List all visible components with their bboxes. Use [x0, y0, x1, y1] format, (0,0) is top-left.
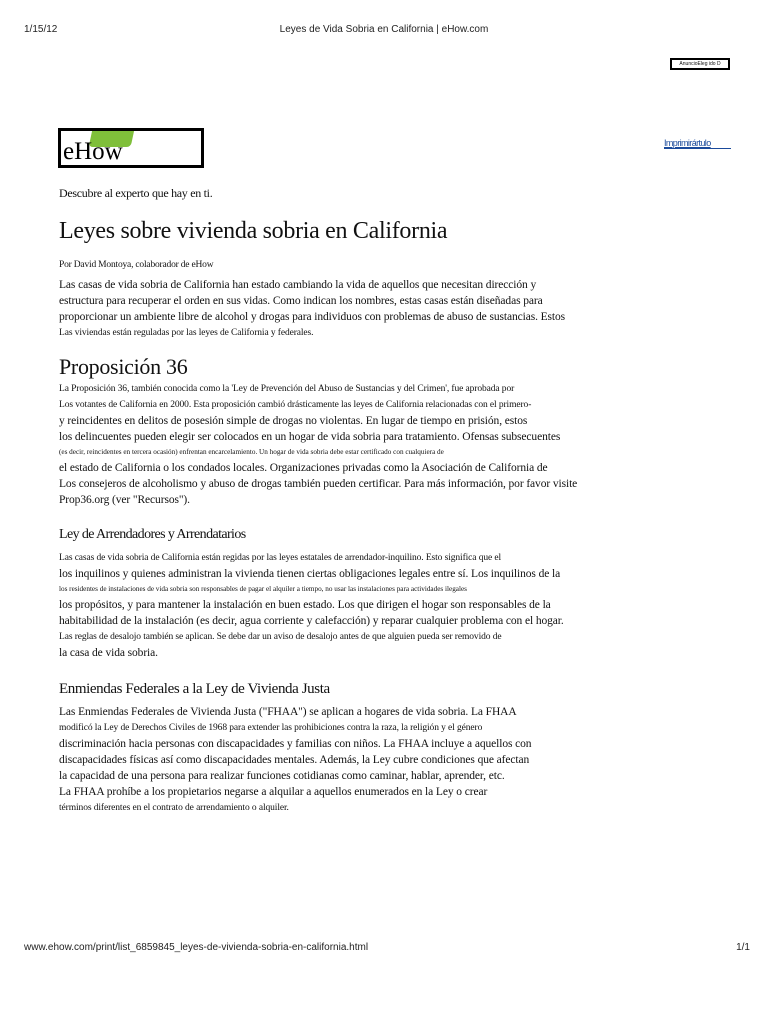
paragraph-line: Las casas de vida sobria de California están regidas por las leyes estatales de arrendador-inquilino. Esto significa que el [59, 553, 502, 563]
section-heading-vivienda-justa: Enmiendas Federales a la Ley de Vivienda Justa [59, 681, 330, 697]
paragraph-line: (es decir, reincidentes en tercera ocasión) enfrentan encarcelamiento. Un hogar de vida sobria debe estar certificado con cualquiera de [59, 448, 444, 456]
intro-paragraph [59, 277, 619, 341]
paragraph-line: la capacidad de una persona para realizar funciones cotidianas como caminar, hablar, aprender, etc. [59, 770, 505, 782]
paragraph-line: La Proposición 36, también conocida como la 'Ley de Prevención del Abuso de Sustancias y del Crimen', fue aprobada por [59, 384, 515, 394]
print-page-title: Leyes de Vida Sobria en California | eHow.com [279, 24, 489, 35]
print-article-link[interactable]: Imprimirártulo [664, 138, 731, 149]
section-heading-proposicion: Proposición 36 [59, 354, 188, 379]
paragraph-line: discriminación hacia personas con discapacidades y familias con niños. La FHAA incluye a aquellos con [59, 738, 532, 750]
paragraph-line: los inquilinos y quienes administran la vivienda tienen ciertas obligaciones legales entre sí. Los inquilinos de la [59, 568, 561, 580]
section-arrendadores-body [59, 550, 619, 661]
paragraph-line: estructura para recuperar el orden en sus vidas. Como indican los nombres, estas casas están diseñadas para [59, 295, 543, 307]
paragraph-line: Las Enmiendas Federales de Vivienda Justa ("FHAA") se aplican a hogares de vida sobria. La FHAA [59, 706, 517, 718]
paragraph-line: proporcionar un ambiente libre de alcohol y drogas para individuos con problemas de abuso de sustancias. Estos [59, 311, 566, 323]
paragraph-line: La FHAA prohíbe a los propietarios negarse a alquilar a aquellos enumerados en la Ley o crear [59, 786, 488, 798]
paragraph-line: discapacidades físicas así como discapacidades mentales. Además, la Ley cubre condiciones que afectan [59, 754, 530, 766]
paragraph-line: términos diferentes en el contrato de arrendamiento o alquiler. [59, 803, 289, 813]
section-vivienda-justa-body [59, 704, 619, 816]
ehow-logo[interactable] [58, 128, 204, 168]
paragraph-line: modificó la Ley de Derechos Civiles de 1968 para extender las prohibiciones contra la raza, la religión y el género [59, 723, 483, 733]
print-footer-url: www.ehow.com/print/list_6859845_leyes-de-vivienda-sobria-en-california.html [24, 942, 369, 953]
paragraph-line: Prop36.org (ver "Recursos"). [59, 494, 190, 506]
section-proposicion-body [59, 381, 619, 508]
paragraph-line: el estado de California o los condados locales. Organizaciones privadas como la Asociación de California de [59, 462, 548, 474]
article-title: Leyes sobre vivienda sobria en California [59, 218, 448, 244]
paragraph-line: los residentes de instalaciones de vida sobria son responsables de pagar el alquiler a tiempo, no usar las instalaciones para actividades ilegales [59, 585, 467, 593]
paragraph-line: la casa de vida sobria. [59, 647, 158, 659]
article-byline: Por David Montoya, colaborador de eHow [59, 260, 214, 270]
ad-choices-label: AnuncioEleg ido D [679, 61, 721, 67]
paragraph-line: Los votantes de California en 2000. Esta proposición cambió drásticamente las leyes de California relacionadas con el primero- [59, 400, 532, 410]
paragraph-line: los delincuentes pueden elegir ser colocados en un hogar de vida sobria para tratamiento. Ofensas subsecuentes [59, 431, 561, 443]
paragraph-line: Los consejeros de alcoholismo y abuso de drogas también pueden certificar. Para más información, por favor visite [59, 478, 578, 490]
paragraph-line: Las viviendas están reguladas por las leyes de California y federales. [59, 328, 314, 338]
ad-choices-box[interactable] [670, 58, 730, 70]
tagline: Descubre al experto que hay en ti. [59, 186, 213, 200]
section-heading-arrendadores: Ley de Arrendadores y Arrendatarios [59, 527, 246, 542]
paragraph-line: y reincidentes en delitos de posesión simple de drogas no violentas. En lugar de tiempo en prisión, estos [59, 415, 528, 427]
paragraph-line: los propósitos, y para mantener la instalación en buen estado. Los que dirigen el hogar son responsables de la [59, 599, 551, 611]
logo-text: eHow [63, 138, 123, 165]
print-footer-page-number: 1/1 [736, 942, 750, 953]
print-date: 1/15/12 [24, 24, 58, 35]
paragraph-line: Las reglas de desalojo también se aplican. Se debe dar un aviso de desalojo antes de que alguien pueda ser removido de [59, 632, 502, 642]
paragraph-line: habitabilidad de la instalación (es decir, agua corriente y calefacción) y reparar cualquier problema con el hogar. [59, 615, 564, 627]
paragraph-line: Las casas de vida sobria de California han estado cambiando la vida de aquellos que necesitan dirección y [59, 279, 537, 291]
